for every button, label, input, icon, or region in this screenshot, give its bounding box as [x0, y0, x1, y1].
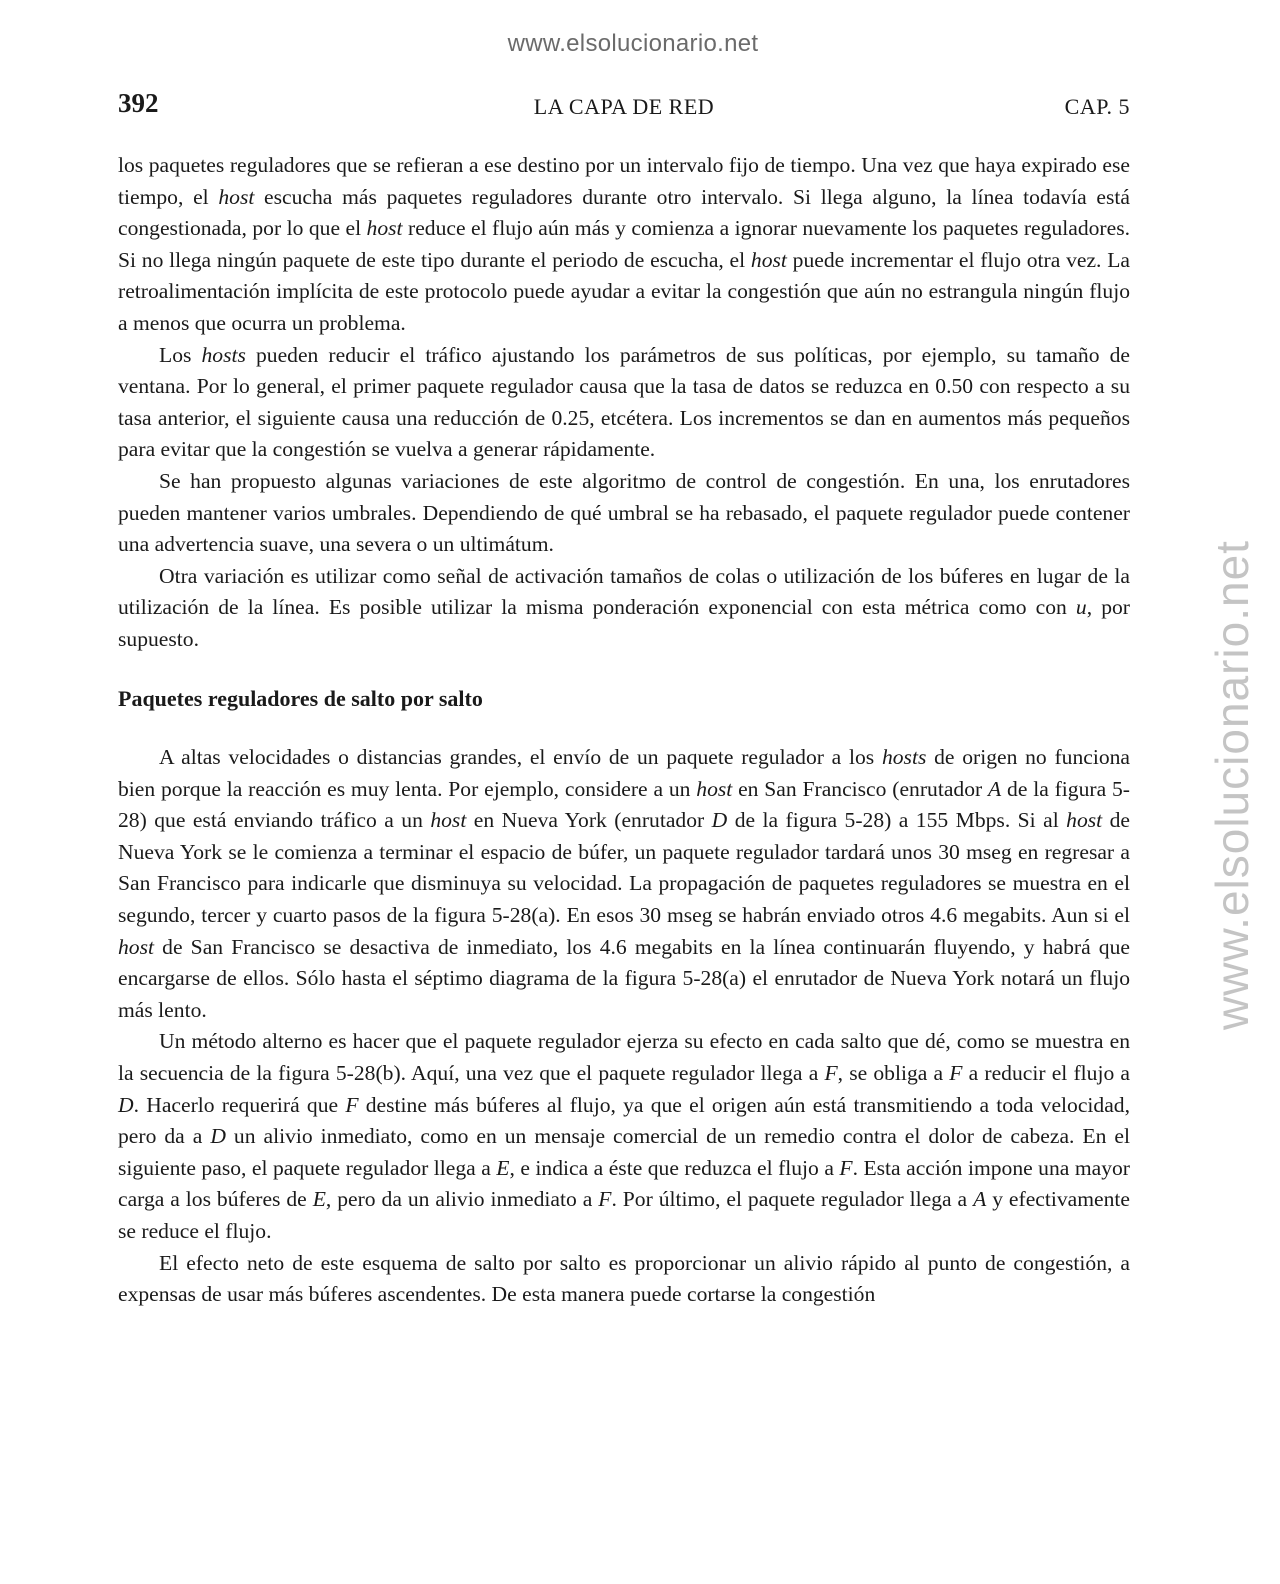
paragraph: Otra variación es utilizar como señal de activación tamaños de colas o utilización de los búferes en lugar de la utilización de la línea. Es posible utilizar la misma ponderación exponencial con esta métrica como con u, por supuesto.: [118, 563, 1130, 651]
paragraph: Se han propuesto algunas variaciones de este algoritmo de control de congestión. En una, los enrutadores pueden mantener varios umbrales. Dependiendo de qué umbral se ha rebasado, el paquete regulador puede contener una advertencia suave, una severa o un ultimátum.: [118, 468, 1130, 557]
page-number: 392: [118, 88, 159, 118]
page-body: [118, 150, 1130, 1311]
paragraph: A altas velocidades o distancias grandes, el envío de un paquete regulador a los hosts de origen no funciona bien porque la reacción es muy lenta. Por ejemplo, considere a un host en San Francisco (enrutador A de la figura 5-28) que está enviando tráfico a un host en Nueva York (enrutador D de la figura 5-28) a 155 Mbps. Si al host de Nueva York se le comienza a terminar el espacio de búfer, un paquete regulador tardará unos 30 mseg en regresar a San Francisco para indicarle que disminuya su velocidad. La propagación de paquetes reguladores se muestra en el segundo, tercer y cuarto pasos de la figura 5-28(a). En esos 30 mseg se habrán enviado otros 4.6 megabits. Aun si el host de San Francisco se desactiva de inmediato, los 4.6 megabits en la línea continuarán fluyendo, y habrá que encargarse de ellos. Sólo hasta el séptimo diagrama de la figura 5-28(a) el enrutador de Nueva York notará un flujo más lento.: [118, 745, 1131, 1022]
watermark-top: www.elsolucionario.net: [507, 30, 759, 57]
paragraph: los paquetes reguladores que se refieran a ese destino por un intervalo fijo de tiempo. Una vez que haya expirado ese tiempo, el host escucha más paquetes reguladores durante otro intervalo. Si llega alguno, la línea todavía está congestionada, por lo que el host reduce el flujo aún más y comienza a ignorar nuevamente los paquetes reguladores. Si no llega ningún paquete de este tipo durante el periodo de escucha, el host puede incrementar el flujo otra vez. La retroalimentación implícita de este protocolo puede ayudar a evitar la congestión que aún no estrangula ningún flujo a menos que ocurra un problema.: [118, 153, 1130, 335]
section-heading: Paquetes reguladores de salto por salto: [118, 685, 483, 711]
paragraph: Los hosts pueden reducir el tráfico ajustando los parámetros de sus políticas, por ejemplo, su tamaño de ventana. Por lo general, el primer paquete regulador causa que la tasa de datos se reduzca en 0.50 con respecto a su tasa anterior, el siguiente causa una reducción de 0.25, etcétera. Los incrementos se dan en aumentos más pequeños para evitar que la congestión se vuelva a generar rápidamente.: [118, 342, 1130, 462]
running-title: LA CAPA DE RED: [533, 94, 715, 119]
chapter-label: CAP. 5: [1064, 94, 1130, 119]
paragraph: El efecto neto de este esquema de salto por salto es proporcionar un alivio rápido al punto de congestión, a expensas de usar más búferes ascendentes. De esta manera puede cortarse la congestión: [118, 1250, 1130, 1307]
page-header: [118, 88, 1130, 128]
paragraph: Un método alterno es hacer que el paquete regulador ejerza su efecto en cada salto que dé, como se muestra en la secuencia de la figura 5-28(b). Aquí, una vez que el paquete regulador llega a F, se obliga a F a reducir el flujo a D. Hacerlo requerirá que F destine más búferes al flujo, ya que el origen aún está transmitiendo a toda velocidad, pero da a D un alivio inmediato, como en un mensaje comercial de un remedio contra el dolor de cabeza. En el siguiente paso, el paquete regulador llega a E, e indica a éste que reduzca el flujo a F. Esta acción impone una mayor carga a los búferes de E, pero da un alivio inmediato a F. Por último, el paquete regulador llega a A y efectivamente se reduce el flujo.: [118, 1029, 1131, 1243]
watermark-side: www.elsolucionario.net: [1206, 540, 1258, 1030]
